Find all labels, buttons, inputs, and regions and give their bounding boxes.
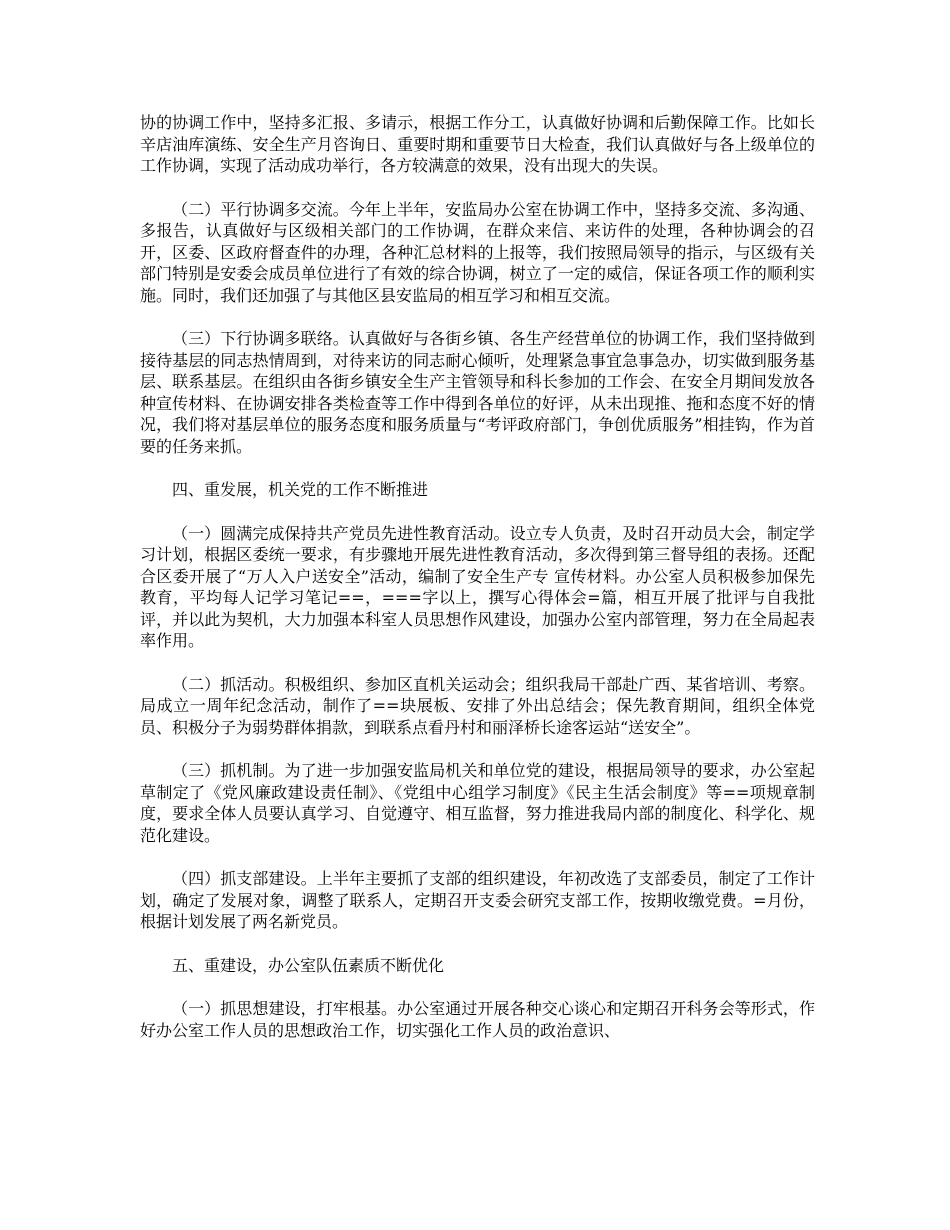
paragraph-4-1: （一）圆满完成保持共产党员先进性教育活动。设立专人负责，及时召开动员大会，制定学习计划，根据区委统一要求，有步骤地开展先进性教育活动，多次得到第三督导组的表扬。还配合区委开展了“万人入户送安全”活动，编制了安全生产专 宣传材料。办公室人员积极参加保先教育，平均每人记学习笔记==，===字以上，撰写心得体会=篇，相互开展了批评与自我批评，并以此为契机，大力加强本科室人员思想作风建设，加强办公室内部管理，努力在全局起表率作用。 [140,523,815,650]
paragraph-1: 协的协调工作中，坚持多汇报、多请示，根据工作分工，认真做好协调和后勤保障工作。比如长辛店油库演练、安全生产月咨询日、重要时期和重要节日大检查，我们认真做好与各上级单位的工作协调，实现了活动成功举行，各方较满意的效果，没有出现大的失误。 [140,113,815,175]
section-heading-4: 四、重发展，机关党的工作不断推进 [172,480,429,499]
paragraph-3: （三）下行协调多联络。认真做好与各街乡镇、各生产经营单位的协调工作，我们坚持做到接待基层的同志热情周到，对待来访的同志耐心倾听，处理紧急事宜急事急办，切实做到服务基层、联系基层。在组织由各街乡镇安全生产主管领导和科长参加的工作会、在安全月期间发放各种宣传材料、在协调安排各类检查等工作中得到各单位的好评，从未出现推、拖和态度不好的情况，我们将对基层单位的服务态度和服务质量与“考评政府部门，争创优质服务”相挂钩，作为首要的任务来抓。 [140,329,815,456]
paragraph-5-1: （一）抓思想建设，打牢根基。办公室通过开展各种交心谈心和定期召开科务会等形式，作好办公室工作人员的思想政治工作，切实强化工作人员的政治意识、 [140,999,815,1040]
document-page [140,112,815,1063]
paragraph-4-4: （四）抓支部建设。上半年主要抓了支部的组织建设，年初改选了支部委员，制定了工作计划，确定了发展对象，调整了联系人，定期召开支委会研究支部工作，按期收缴党费。=月份，根据计划发展了两名新党员。 [140,869,815,931]
paragraph-4-2: （二）抓活动。积极组织、参加区直机关运动会；组织我局干部赴广西、某省培训、考察。局成立一周年纪念活动，制作了==块展板、安排了外出总结会；保先教育期间，组织全体党员、积极分子为弱势群体捐款，到联系点看丹村和丽泽桥长途客运站“送安全”。 [140,674,815,737]
paragraph-4-3: （三）抓机制。为了进一步加强安监局机关和单位党的建设，根据局领导的要求，办公室起草制定了《党风廉政建设责任制》、《党组中心组学习制度》《民主生活会制度》等==项规章制度，要求全体人员要认真学习、自觉遵守、相互监督，努力推进我局内部的制度化、科学化、规范化建设。 [140,761,815,845]
section-heading-5: 五、重建设，办公室队伍素质不断优化 [172,955,445,975]
paragraph-2: （二）平行协调多交流。今年上半年，安监局办公室在协调工作中，坚持多交流、多沟通、多报告，认真做好与区级相关部门的工作协调，在群众来信、来访件的处理，各种协调会的召开，区委、区政府督查件的办理，各种汇总材料的上报等，我们按照局领导的指示，与区级有关部门特别是安委会成员单位进行了有效的综合协调，树立了一定的威信，保证各项工作的顺利实施。同时，我们还加强了与其他区县安监局的相互学习和相互交流。 [140,199,815,305]
